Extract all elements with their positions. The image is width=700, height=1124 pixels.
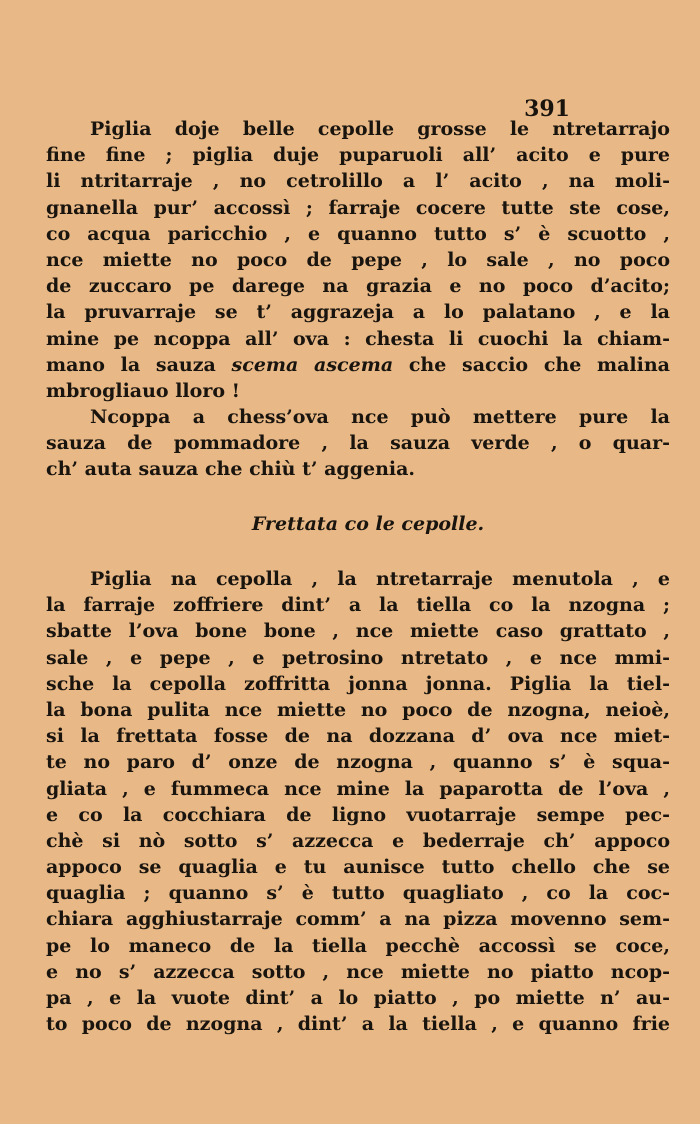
text-line: pe lo maneco de la tiella pecchè accossì se coce, [46,934,670,957]
text-line: la farraje zoffriere dint’ a la tiella co la nzogna ; [46,594,670,617]
text-line: sauza de pommadore , la sauza verde , o quar- [46,432,670,455]
text-line: chè si nò sotto s’ azzecca e bederraje ch’ appoco [46,829,670,852]
line-segment: che saccio che malina [393,353,670,376]
text-line: e no s’ azzecca sotto , nce miette no piatto ncop- [46,960,670,983]
text-line: li ntritarraje , no cetrolillo a l’ acito , na moli- [46,170,670,193]
text-line: gliata , e fummeca nce mine la paparotta de l’ova , [46,777,670,800]
text-line: mine pe ncoppa all’ ova : chesta li cuochi la chiam- [46,327,670,350]
text-line: sale , e pepe , e petrosino ntretato , e nce mmi- [46,646,670,669]
text-line: pa , e la vuote dint’ a lo piatto , po miette n’ au- [46,987,670,1009]
text-line: sche la cepolla zoffritta jonna jonna. Piglia la tiel- [46,672,670,695]
text-line: si la frettata fosse de na dozzana d’ ova nce miet- [46,725,670,748]
text-line: de zuccaro pe darege na grazia e no poco d’acito; [46,275,670,298]
text-line: Piglia na cepolla , la ntretarraje menutola , e [90,568,670,590]
line-segment: mano la sauza [46,353,232,376]
text-line: sbatte l’ova bone bone , nce miette caso grattato , [46,620,670,643]
text-line: gnanella pur’ accossì ; farraje cocere tutte ste cose, [46,196,670,219]
section-heading: Frettata co le cepolle. [251,513,485,535]
text-line: to poco de nzogna , dint’ a la tiella , e quanno frie [46,1013,670,1036]
text-line: nce miette no poco de pepe , lo sale , no poco [46,248,670,271]
text-line: Piglia doje belle cepolle grosse le ntretarrajo [90,118,670,140]
text-line: appoco se quaglia e tu aunisce tutto chello che se [46,856,670,879]
text-line [46,352,670,378]
italic-phrase: scema ascema [231,353,394,376]
text-line: te no paro d’ onze de nzogna , quanno s’ è squa- [46,751,670,774]
text-line: quaglia ; quanno s’ è tutto quagliato , co la coc- [46,882,670,905]
text-block-top [46,116,670,483]
text-line: la bona pulita nce miette no poco de nzogna, neioè, [46,698,670,721]
text-line: co acqua paricchio , e quanno tutto s’ è scuotto , [46,222,670,245]
text-line: chiara agghiustarraje comm’ a na pizza movenno sem- [46,908,670,931]
text-line: ch’ auta sauza che chiù t’ aggenia. [46,458,416,481]
text-line: mbrogliauo lloro ! [46,379,240,402]
text-line: Ncoppa a chess’ova nce può mettere pure la [90,406,670,429]
page-number: 391 [524,96,570,122]
text-line: fine fine ; piglia duje puparuoli all’ acito e pure [46,144,670,167]
text-line: e co la cocchiara de ligno vuotarraje sempe pec- [46,803,670,826]
text-line: la pruvarraje se t’ aggrazeja a lo palatano , e la [46,301,670,324]
text-block-bottom [46,566,670,1037]
